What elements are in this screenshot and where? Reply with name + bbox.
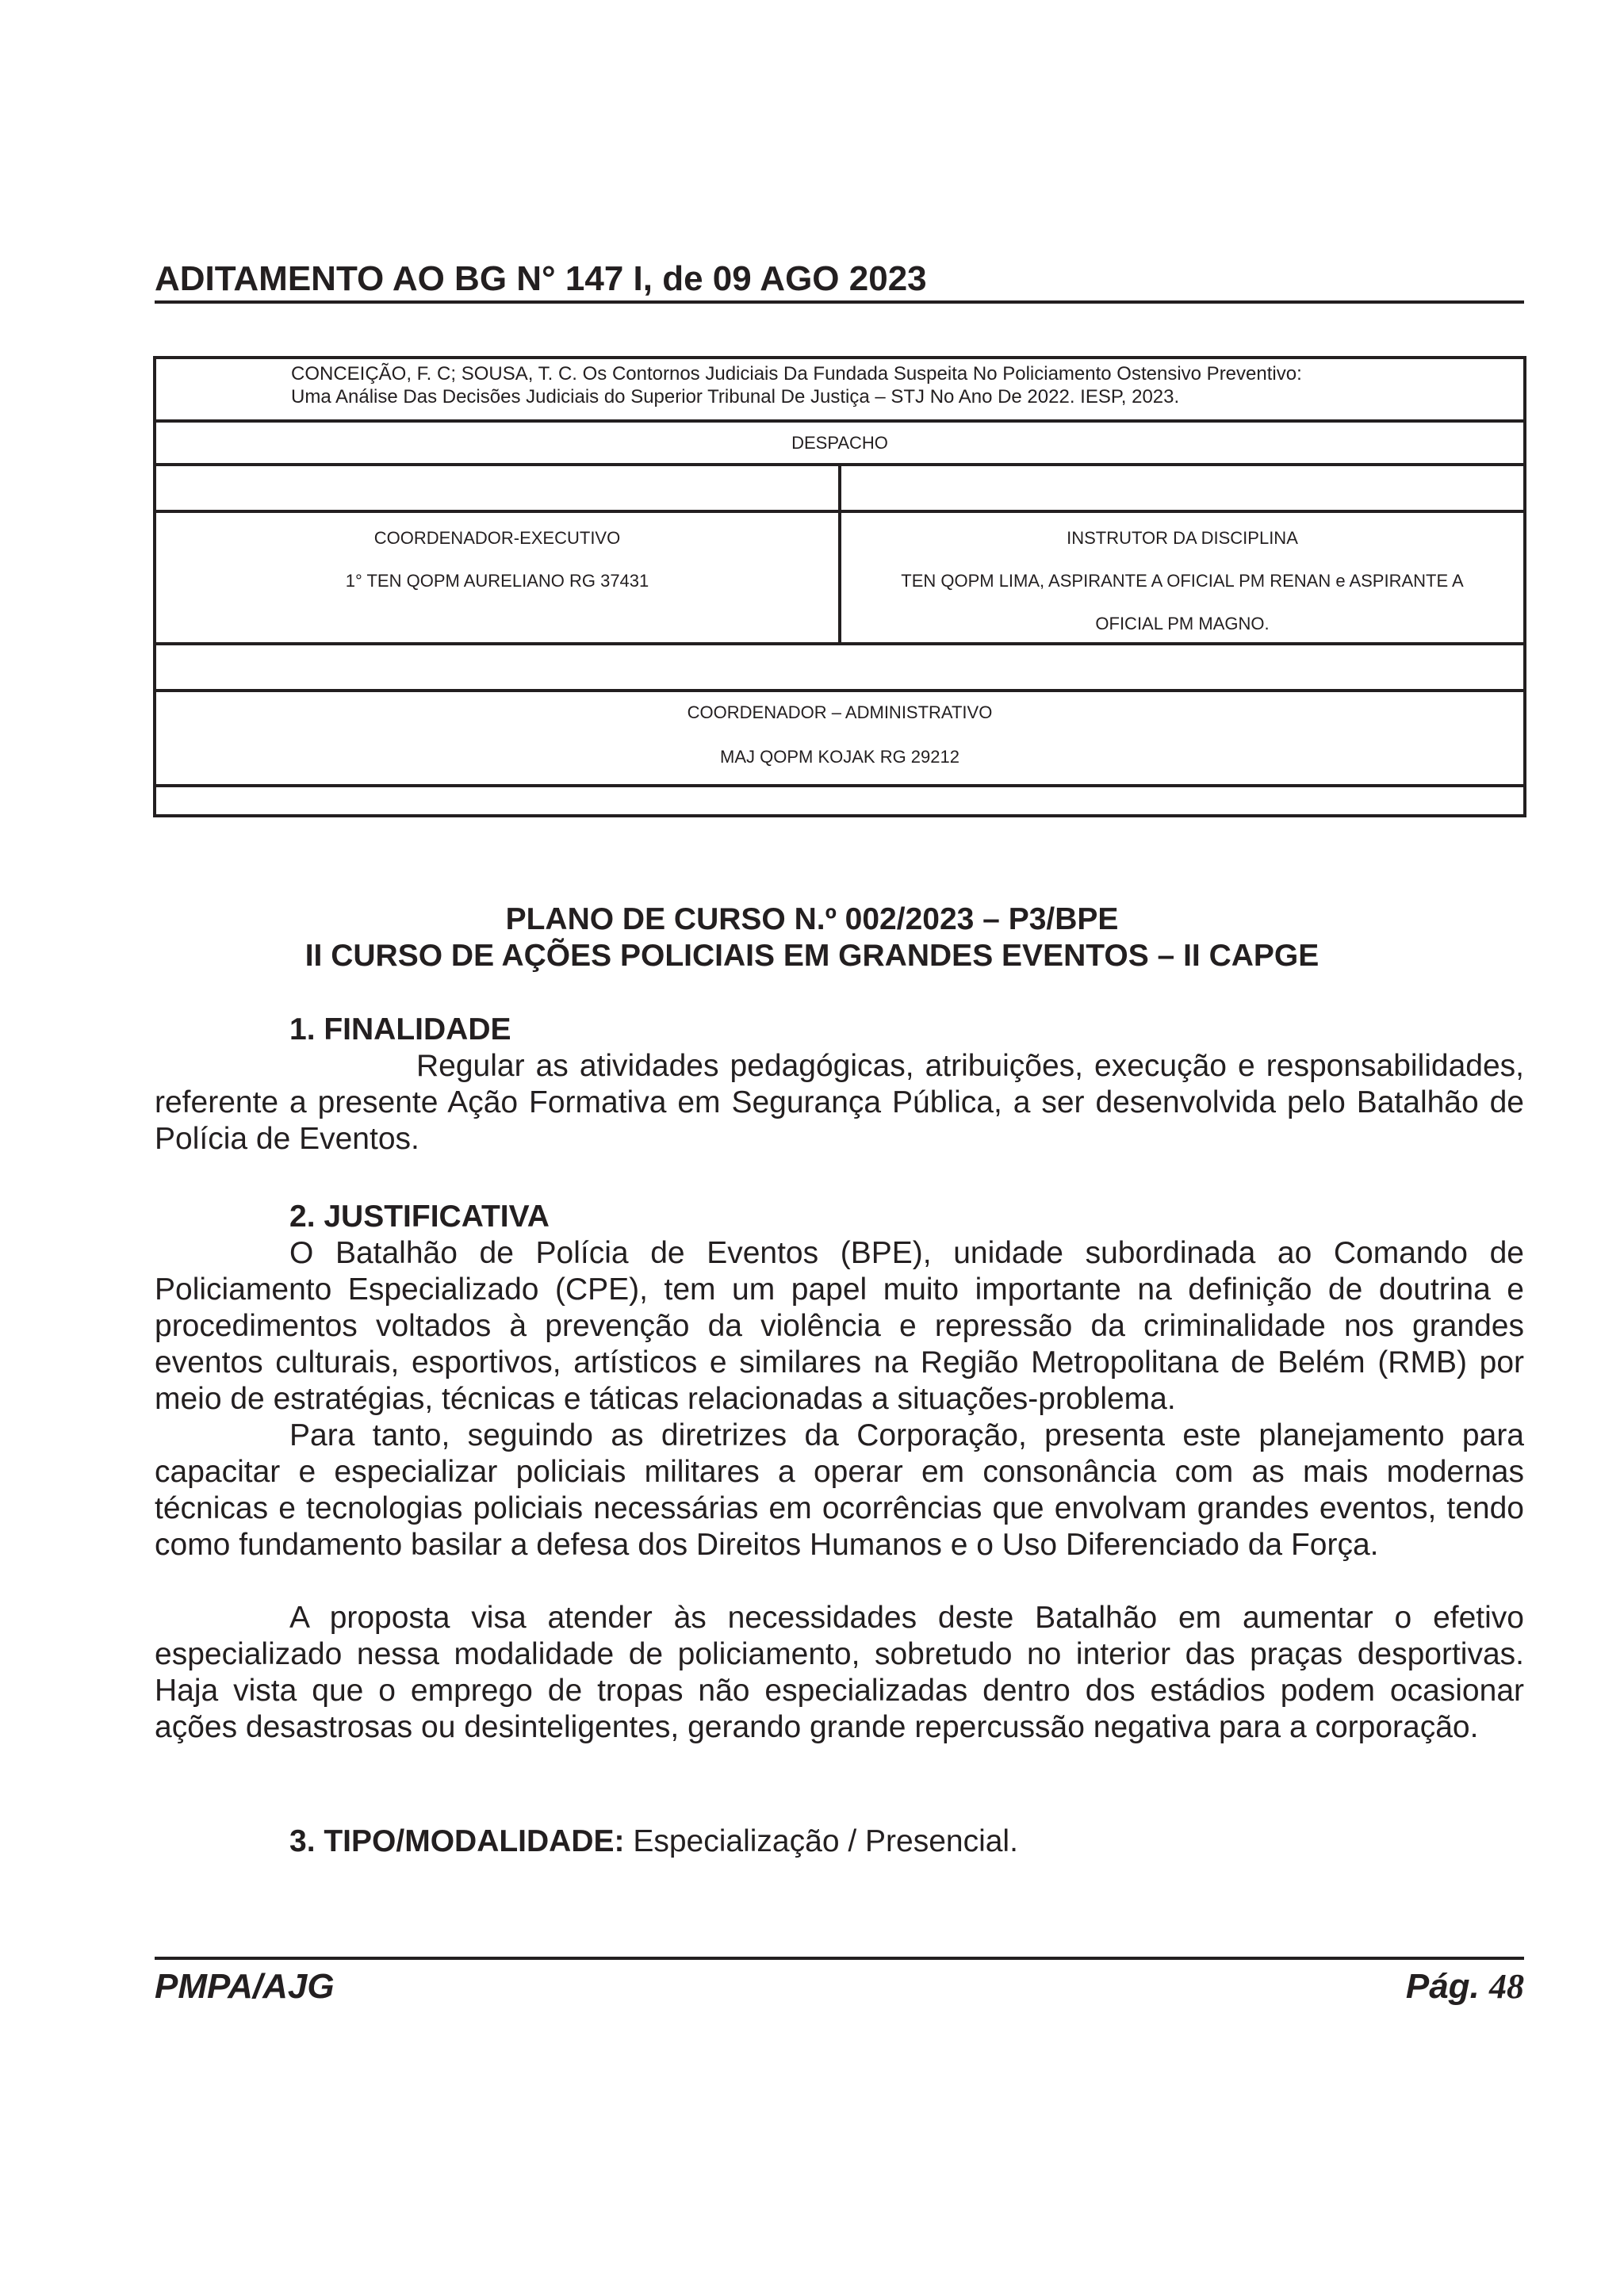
bulletin-title: ADITAMENTO AO BG N° 147 I, de 09 AGO 2023 [155, 259, 927, 298]
justificativa-paragraph-2: Para tanto, seguindo as diretrizes da Corporação, presenta este planejamento para capacitar e especializar policiais militares a operar em consonância com as mais modernas técnicas e tecnologias policiais necessárias em ocorrências que envolvam grandes eventos, tendo como fundamento basilar a defesa dos Direitos Humanos e o Uso Diferenciado da Força. [155, 1418, 1524, 1562]
section-tipo-modalidade [289, 1823, 1018, 1860]
instructor-names-line-1: TEN QOPM LIMA, ASPIRANTE A OFICIAL PM RENAN e ASPIRANTE A [901, 571, 1464, 591]
page-label: Pág. [1405, 1967, 1480, 2006]
finalidade-paragraph: Regular as atividades pedagógicas, atribuições, execução e responsabilidades, referente a presente Ação Formativa em Segurança Pública, a ser desenvolvida pelo Batalhão de Polícia de Eventos. [155, 1049, 1524, 1156]
admin-coordinator-row [156, 689, 1523, 784]
justificativa-paragraph-1: O Batalhão de Polícia de Eventos (BPE), unidade subordinada ao Comando de Policiamento Especializado (CPE), tem um papel muito importante na definição de doutrina e procedimentos voltados à prevenção da violência e repressão da criminalidade nos grandes eventos culturais, esportivos, artísticos e similares na Região Metropolitana de Belém (RMB) por meio de estratégias, técnicas e táticas relacionadas a situações-problema. [155, 1236, 1524, 1416]
reference-line-1: CONCEIÇÃO, F. C; SOUSA, T. C. Os Contornos Judiciais Da Fundada Suspeita No Policiamento Ostensivo Preventivo: [291, 363, 1302, 385]
footer-divider [155, 1957, 1524, 1960]
despacho-label: DESPACHO [791, 433, 888, 453]
reference-text [291, 362, 1302, 408]
coord-adm-name: MAJ QOPM KOJAK RG 29212 [720, 747, 959, 767]
despacho-row [156, 419, 1523, 463]
course-title: II CURSO DE AÇÕES POLICIAIS EM GRANDES EVENTOS – II CAPGE [304, 939, 1320, 973]
coord-adm-title: COORDENADOR – ADMINISTRATIVO [687, 702, 993, 722]
page-number-value: 48 [1489, 1967, 1524, 2006]
reference-line-2: Uma Análise Das Decisões Judiciais do Superior Tribunal De Justiça – STJ No Ano De 2022. IESP, 2023. [291, 386, 1180, 408]
column-divider [838, 463, 841, 642]
coord-exec-title: COORDENADOR-EXECUTIVO [373, 528, 621, 548]
tipo-value: Especialização / Presencial. [633, 1824, 1018, 1858]
justificativa-paragraph-3: A proposta visa atender às necessidades deste Batalhão em aumentar o efetivo especializado nessa modalidade de policiamento, sobretudo no interior das praças desportivas. Haja vista que o emprego de tropas não especializadas dentro dos estádios podem ocasionar ações desastrosas ou desinteligentes, gerando grande repercussão negativa para a corporação. [155, 1601, 1524, 1744]
blank-row [156, 642, 1523, 689]
instructor-names-line-2: OFICIAL PM MAGNO. [1095, 614, 1270, 633]
reference-row [156, 359, 1523, 419]
instructor-title: INSTRUTOR DA DISCIPLINA [1067, 528, 1298, 548]
section-heading-justificativa: 2. JUSTIFICATIVA [289, 1200, 550, 1234]
signature-table [153, 356, 1526, 817]
section-heading-finalidade: 1. FINALIDADE [289, 1012, 511, 1047]
section-heading-tipo: 3. TIPO/MODALIDADE: [289, 1824, 625, 1858]
page-number [1406, 1965, 1524, 2009]
coord-exec-name: 1° TEN QOPM AURELIANO RG 37431 [345, 571, 649, 591]
blank-row [156, 784, 1523, 817]
page-header [155, 255, 1524, 303]
footer-organization: PMPA/AJG [155, 1967, 335, 2006]
header-divider [155, 300, 1524, 304]
plan-title: PLANO DE CURSO N.º 002/2023 – P3/BPE [505, 902, 1119, 936]
